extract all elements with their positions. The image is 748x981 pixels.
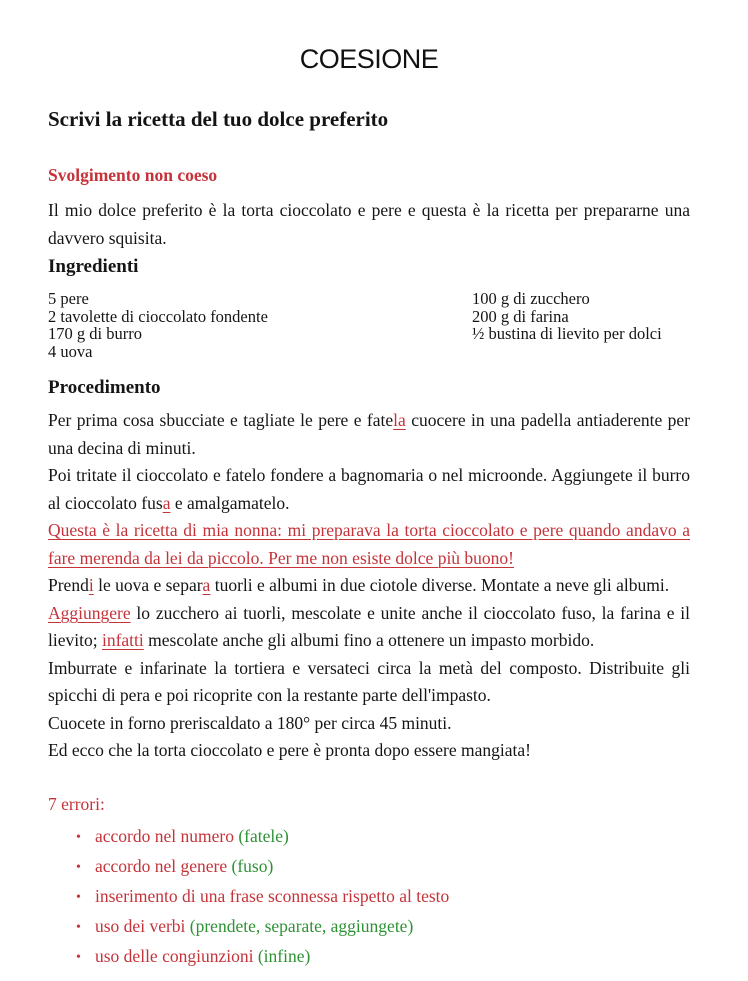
error-list-item — [48, 915, 690, 936]
errors-list — [48, 825, 690, 966]
error-marked-text: Questa è la ricetta di mia nonna: mi preparava la torta cioccolato e pere quando andavo a fare merenda da lei da piccolo. Per me non esiste dolce più buono! — [48, 520, 690, 568]
section-heading-svolgimento: Svolgimento non coeso — [48, 165, 218, 185]
bullet-icon: • — [76, 859, 81, 875]
ingredient-item: 4 uova — [48, 341, 93, 361]
procedure-text: Prend — [48, 575, 89, 595]
procedure-text: lo zucchero ai tuorli, mescolate e unite anche il cioccolato fuso, la farina e il lievito; — [48, 602, 690, 650]
error-label: inserimento di una frase sconnessa rispetto al testo — [95, 885, 450, 906]
error-correction: (prendete, separate, aggiungete) — [185, 915, 414, 936]
bullet-icon: • — [76, 919, 81, 935]
error-correction: (fatele) — [233, 825, 289, 846]
page-title: COESIONE — [299, 44, 439, 74]
procedure-text: Cuocete in forno preriscaldato a 180° per circa 45 minuti. — [48, 712, 452, 733]
error-label: uso delle congiunzioni — [95, 945, 254, 966]
procedure-heading: Procedimento — [48, 377, 161, 398]
ingredients-right-list — [472, 290, 690, 360]
error-list-item — [48, 825, 690, 846]
procedure-paragraph — [48, 517, 690, 572]
error-marked-text: i — [88, 575, 94, 595]
error-label: accordo nel numero — [95, 825, 234, 846]
procedure-text: Per prima cosa sbucciate e tagliate le pere e fate — [48, 410, 394, 430]
error-label: uso dei verbi — [95, 915, 186, 936]
assignment-title: Scrivi la ricetta del tuo dolce preferito — [48, 107, 389, 131]
error-list-item — [48, 885, 690, 906]
bullet-icon: • — [76, 829, 81, 845]
ingredients-columns — [48, 290, 690, 360]
procedure-paragraph — [48, 737, 690, 765]
ingredient-item: ½ bustina di lievito per dolci — [472, 324, 662, 343]
error-marked-text: a — [202, 575, 211, 595]
error-marked-text: Aggiungere — [48, 602, 131, 623]
procedure-text: tuorli e albumi in due ciotole diverse. Montate a neve gli albumi. — [210, 575, 670, 595]
ingredient-item: 2 tavolette di cioccolato fondente — [48, 306, 268, 326]
procedure-text: cuocere in una padella antiaderente per una decina di minuti. — [48, 410, 690, 458]
procedure-paragraph — [48, 710, 690, 738]
ingredient-item: 5 pere — [48, 289, 89, 308]
procedure-paragraph — [48, 600, 690, 655]
error-marked-text: a — [162, 492, 171, 513]
ingredients-left-list — [48, 290, 472, 360]
error-correction: (infine) — [253, 945, 311, 966]
procedure-text: Imburrate e infarinate la tortiera e versateci circa la metà del composto. Distribuite gli spicchi di pera e poi ricoprite con la restante parte dell'impasto. — [48, 657, 690, 705]
procedure-paragraph — [48, 407, 690, 462]
bullet-icon: • — [76, 949, 81, 965]
procedure-text: Poi tritate il cioccolato e fatelo fondere a bagnomaria o nel microonde. Aggiungete il burro al cioccolato fus — [48, 465, 690, 513]
ingredient-item: 170 g di burro — [48, 324, 142, 343]
error-list-item — [48, 945, 690, 966]
error-marked-text: la — [393, 410, 406, 430]
error-list-item — [48, 855, 690, 876]
error-correction: (fuso) — [227, 855, 274, 876]
procedure-paragraphs — [48, 407, 690, 765]
ingredients-heading: Ingredienti — [48, 256, 139, 277]
procedure-text: le uova e separ — [93, 575, 203, 595]
errors-heading: 7 errori: — [48, 793, 105, 814]
ingredient-item: 100 g di zucchero — [472, 289, 590, 308]
procedure-text: mescolate anche gli albumi fino a ottenere un impasto morbido. — [143, 630, 595, 650]
procedure-text: Ed ecco che la torta cioccolato e pere è pronta dopo essere mangiata! — [48, 740, 531, 760]
bullet-icon: • — [76, 889, 81, 905]
ingredient-item: 200 g di farina — [472, 306, 569, 326]
intro-paragraph: Il mio dolce preferito è la torta cioccolato e pere e questa è la ricetta per prepararne una davvero squisita. — [48, 200, 690, 248]
error-label: accordo nel genere — [95, 855, 228, 876]
procedure-paragraph — [48, 655, 690, 710]
procedure-text: e amalgamatelo. — [170, 492, 290, 513]
procedure-paragraph — [48, 572, 690, 600]
error-marked-text: infatti — [101, 630, 144, 650]
procedure-paragraph — [48, 462, 690, 517]
